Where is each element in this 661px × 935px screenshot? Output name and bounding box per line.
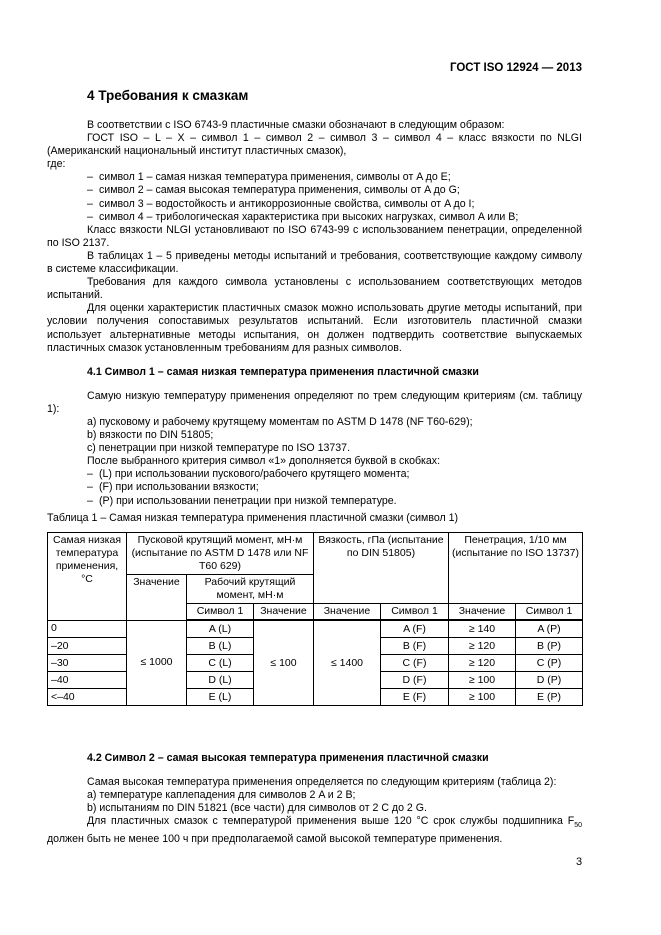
header-value: Значение [314, 604, 381, 621]
letter-list-item: – (P) при использовании пенетрации при низкой температуре. [87, 494, 397, 507]
header-value: Значение [449, 604, 516, 621]
paragraph: Самую низкую температуру применения определяют по трем следующим критериям (см. таблицу 1): [47, 389, 582, 415]
paragraph: В таблицах 1 – 5 приведены методы испытаний и требования, соответствующие каждому символу в системе классификации. [47, 249, 582, 276]
cell-symbol-p: E (P) [516, 689, 583, 706]
paragraph: Класс вязкости NLGI установливают по ISO 6743-99 с использованием пенетрации, определенной по ISO 2137. [47, 223, 582, 249]
cell-penetration: ≥ 120 [449, 655, 516, 672]
cell-temp: –40 [48, 672, 127, 689]
cell-penetration: ≥ 120 [449, 638, 516, 655]
header-penetration: Пенетрация, 1/10 мм (испытание по ISO 13737) [449, 533, 583, 604]
cell-symbol-l: B (L) [187, 638, 254, 655]
cell-symbol-l: E (L) [187, 689, 254, 706]
cell-temp: –20 [48, 638, 127, 655]
header-viscosity: Вязкость, гПа (испытание по DIN 51805) [314, 533, 449, 604]
symbol-list-item: – символ 2 – самая высокая температура применения, символы от A до G; [87, 184, 460, 197]
header-work-torque: Рабочий крутящий момент, мН·м [187, 575, 314, 604]
table-header-row [48, 533, 583, 575]
cell-symbol-l: D (L) [187, 672, 254, 689]
cell-temp: <–40 [48, 689, 127, 706]
cell-symbol-l: A (L) [187, 620, 254, 638]
cell-penetration: ≥ 100 [449, 689, 516, 706]
paragraph: где: [47, 158, 66, 171]
header-symbol1: Символ 1 [516, 604, 583, 621]
criteria-list-item: a) пусковому и рабочему крутящему моментам по ASTM D 1478 (NF T60-629); [87, 415, 473, 428]
cell-symbol-f: A (F) [381, 620, 449, 638]
cell-symbol-p: C (P) [516, 655, 583, 672]
section-4-title: 4 Требования к смазкам [87, 88, 249, 103]
section-4-1-title: 4.1 Символ 1 – самая низкая температура применения пластичной смазки [87, 365, 479, 378]
letter-list-item: – (F) при использовании вязкости; [87, 481, 259, 494]
cell-penetration: ≥ 100 [449, 672, 516, 689]
table-1-caption: Таблица 1 – Самая низкая температура применения пластичной смазки (символ 1) [47, 511, 459, 524]
header-value: Значение [254, 604, 314, 621]
section-4-2-title: 4.2 Символ 2 – самая высокая температура применения пластичной смазки [87, 752, 489, 764]
cell-symbol-l: C (L) [187, 655, 254, 672]
cell-symbol-f: B (F) [381, 638, 449, 655]
paragraph: После выбранного критерия символ «1» дополняется буквой в скобках: [87, 455, 441, 468]
table-1 [47, 532, 583, 706]
header-temp: Самая низкая температура применения, °С [48, 533, 127, 621]
criteria-list-item: c) пенетрации при низкой температуре по ISO 13737. [87, 442, 351, 455]
table-row [48, 620, 583, 638]
letter-list-item: – (L) при использовании пускового/рабочего крутящего момента; [87, 468, 410, 481]
section-4-2-body [47, 752, 582, 846]
cell-viscosity: ≤ 1400 [314, 620, 381, 706]
cell-symbol-p: B (P) [516, 638, 583, 655]
cell-symbol-f: E (F) [381, 689, 449, 706]
cell-temp: 0 [48, 620, 127, 638]
cell-temp: –30 [48, 655, 127, 672]
paragraph: Требования для каждого символа установлены с использованием соответствующих методов испытаний. [47, 276, 582, 302]
symbol-list-item: – символ 1 – самая низкая температура применения, символы от A до E; [87, 171, 451, 184]
header-symbol1: Символ 1 [381, 604, 449, 621]
paragraph: В соответствии с ISO 6743-9 пластичные смазки обозначают в следующим образом: [87, 119, 505, 131]
cell-symbol-f: D (F) [381, 672, 449, 689]
criteria-list-item: b) вязкости по DIN 51805; [87, 429, 214, 442]
cell-penetration: ≥ 140 [449, 620, 516, 638]
page-number: 3 [576, 856, 583, 868]
cell-symbol-p: A (P) [516, 620, 583, 638]
paragraph: ГОСТ ISO – L – X – символ 1 – символ 2 – символ 3 – символ 4 – класс вязкости по NLGI (Американский национальный институт пластичных смазок), [47, 132, 582, 158]
header-symbol1: Символ 1 [187, 604, 254, 621]
cell-symbol-p: D (P) [516, 672, 583, 689]
cell-work-torque: ≤ 100 [254, 620, 314, 706]
section-4-body [47, 119, 582, 525]
symbol-list-item: – символ 3 – водостойкость и антикоррозионные свойства, символы от A до I; [87, 197, 475, 210]
cell-symbol-f: C (F) [381, 655, 449, 672]
criteria-list-item: a) температуре каплепадения для символов 2 A и 2 B; [87, 789, 356, 802]
header-value: Значение [127, 575, 187, 621]
document-header: ГОСТ ISO 12924 — 2013 [449, 62, 582, 74]
criteria-list-item: b) испытаниям по DIN 51821 (все части) для символов от 2 C до 2 G. [87, 802, 427, 815]
paragraph: Самая высокая температура применения определяется по следующим критериям (таблица 2): [87, 776, 557, 789]
paragraph: Для оценки характеристик пластичных смазок можно использовать другие методы испытаний, при условии получения сопоставимых результатов испытаний. Если изготовитель пластичной смазки использует альтернативные методы испытания, он должен подтвердить соответствие выпускаемых пластичных смазок установленным требованиям для разных символов. [47, 302, 582, 354]
header-start-torque: Пусковой крутящий момент, мН·м (испытание по ASTM D 1478 или NF T60 629) [127, 533, 314, 575]
paragraph: Для пластичных смазок с температурой применения выше 120 °С срок службы подшипника $F_{50}$ должен быть не менее 100 ч при предполагаемой самой высокой температуре применения. [47, 815, 582, 845]
symbol-list-item: – символ 4 – трибологическая характеристика при высоких нагрузках, символ A или B; [87, 210, 519, 223]
cell-start-torque: ≤ 1000 [127, 620, 187, 706]
